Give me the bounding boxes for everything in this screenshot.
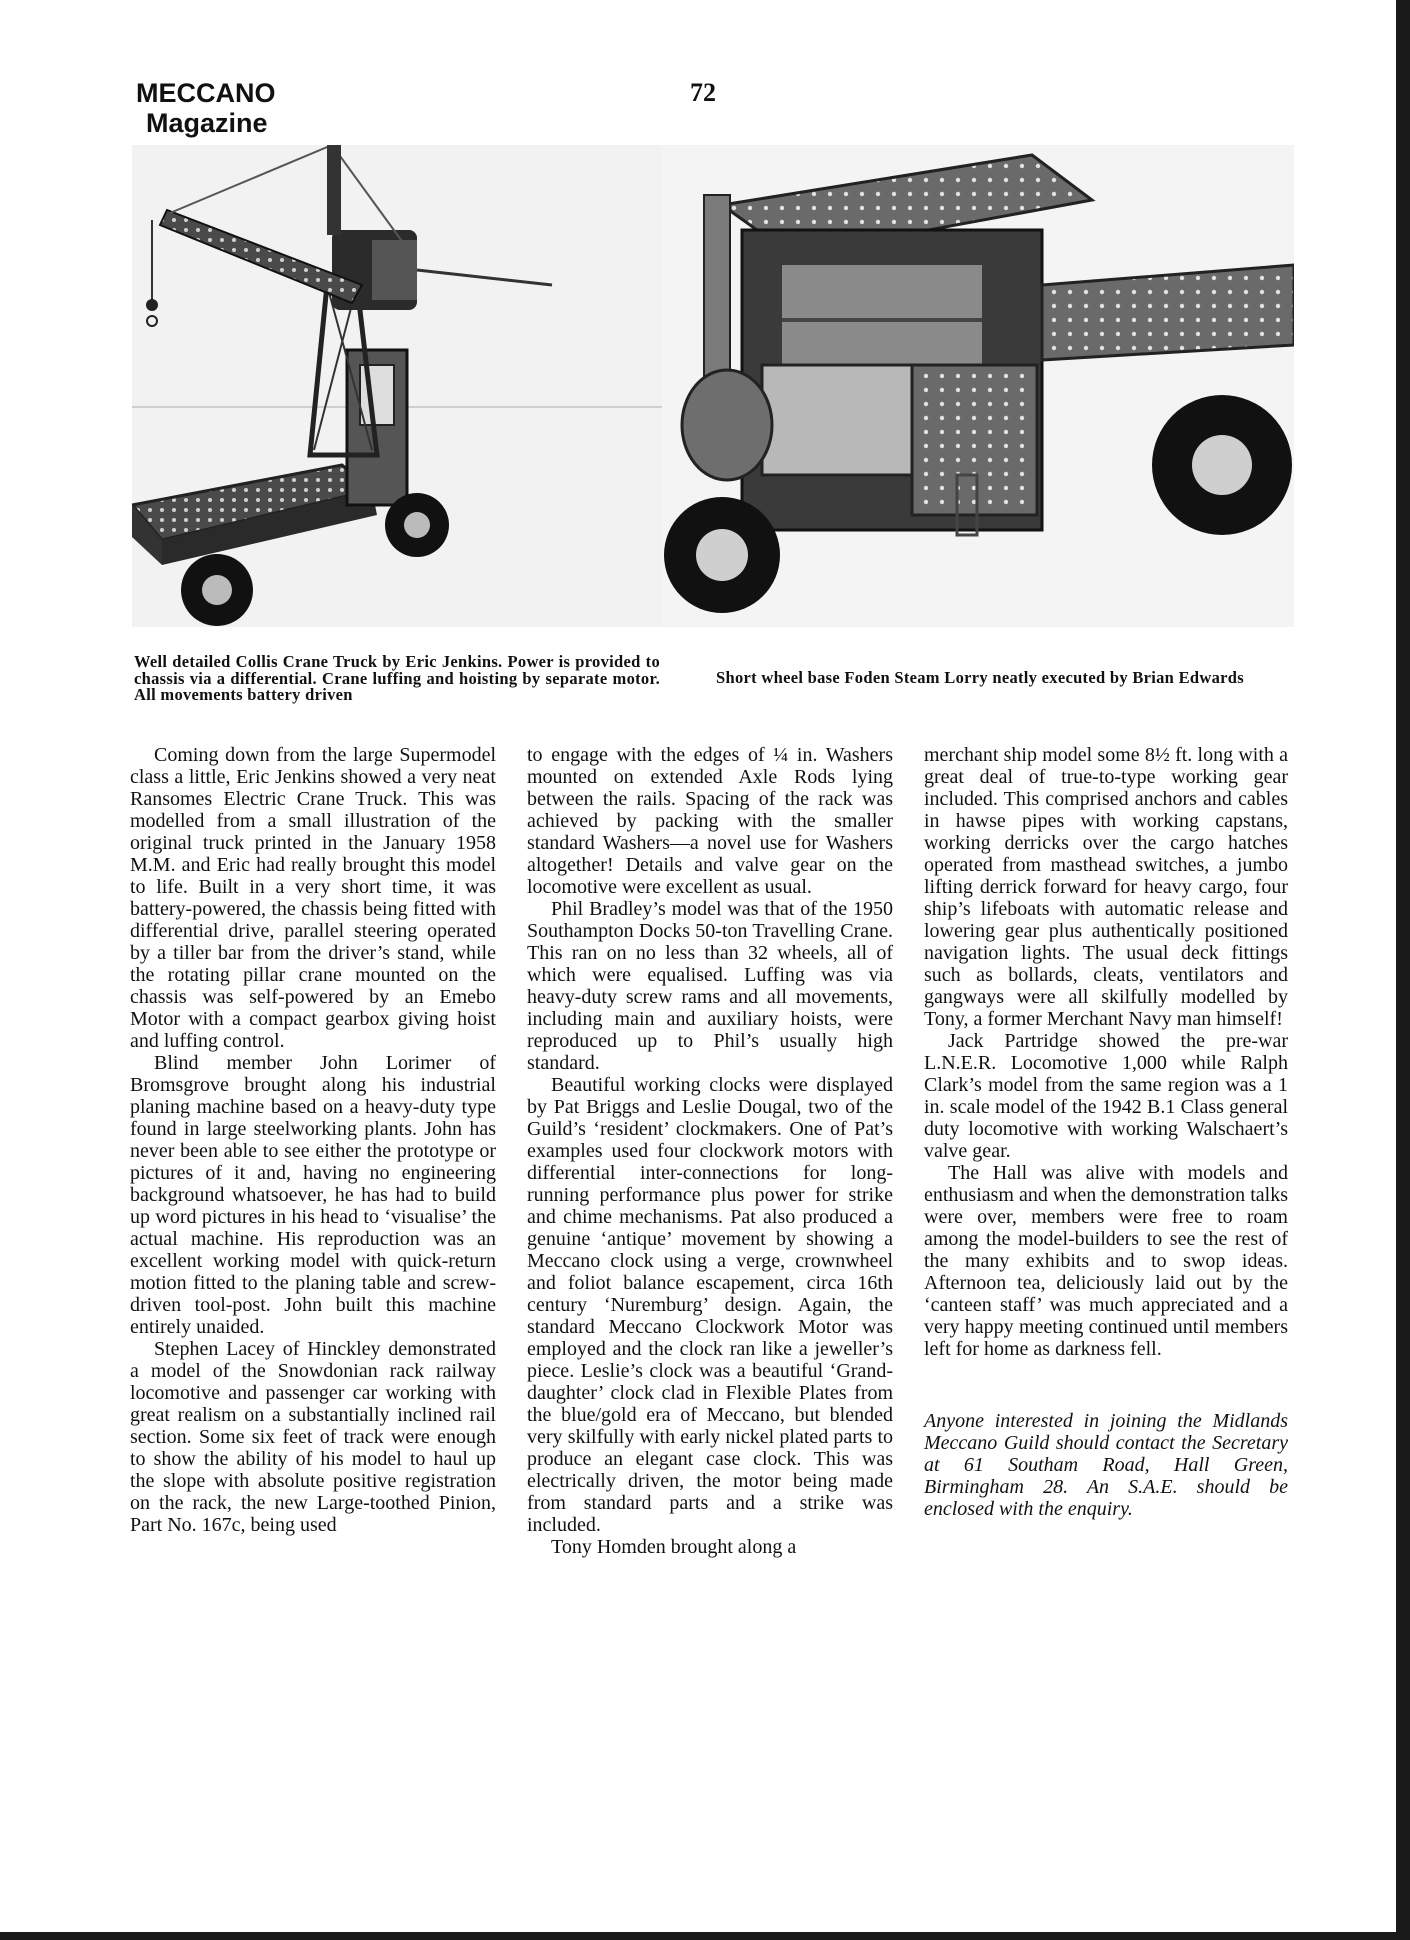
guild-contact-note: Anyone interested in joining the Midlands Meccano Guild should contact the Secretary at 61 Southam Road, Hall Green, Birmingham 28. An S.A.E. should be enclosed with the enquiry. (924, 1410, 1288, 1520)
page-edge-bottom (0, 1932, 1410, 1940)
paragraph: The Hall was alive with models and enthusiasm and when the demonstration talks were over, members were free to roam among the model-builders to see the rest of the many exhibits and to swop ideas. Afternoon tea, deliciously laid out by the ‘canteen staff’ was much appreciated and a very happy meeting continued until members left for home as darkness fell. (924, 1162, 1288, 1360)
paragraph: Blind member John Lorimer of Bromsgrove brought along his industrial planing machine based on a heavy-duty type found in large steelworking plants. John has never been able to see either the prototype or pictures of it and, having no engineering background whatsoever, he has had to build up word pictures in his head to ‘visualise’ the actual machine. His reproduction was an excellent working model with quick-return motion fitted to the planing table and screw-driven tool-post. John built this machine entirely unaided. (130, 1052, 496, 1338)
steam-lorry-caption: Short wheel base Foden Steam Lorry neatly executed by Brian Edwards (716, 668, 1244, 687)
paragraph: merchant ship model some 8½ ft. long with a great deal of true-to-type working gear included. This comprised anchors and cables in hawse pipes with working capstans, working derricks over the cargo hatches operated from masthead switches, a jumbo lifting derrick forward for heavy cargo, four ship’s lifeboats with automatic release and lowering gear plus authentically positioned navigation lights. The usual deck fittings such as bollards, cleats, ventilators and gangways were all skilfully modelled by Tony, a former Merchant Navy man himself! (924, 744, 1288, 1030)
paragraph: Phil Bradley’s model was that of the 1950 Southampton Docks 50-ton Travelling Crane. This ran on no less than 32 wheels, all of which were equalised. Luffing was via heavy-duty screw rams and all movements, including main and auxiliary hoists, were reproduced up to Phil’s usually high standard. (527, 898, 893, 1074)
paragraph: to engage with the edges of ¼ in. Washers mounted on extended Axle Rods lying between the rails. Spacing of the rack was achieved by packing with the smaller standard Washers—a novel use for Washers altogether! Details and valve gear on the locomotive were excellent as usual. (527, 744, 893, 898)
masthead-line-2: Magazine (146, 108, 268, 138)
crane-truck-caption: Well detailed Collis Crane Truck by Eric Jenkins. Power is provided to chassis via a differential. Crane luffing and hoisting by separate motor. All movements battery driven (134, 652, 660, 704)
crane-truck-photo (132, 145, 662, 627)
paragraph: Coming down from the large Supermodel class a little, Eric Jenkins showed a very neat Ransomes Electric Crane Truck. This was modelled from a small illustration of the original truck printed in the January 1958 M.M. and Eric had really brought this model to life. Built in a very short time, it was battery-powered, the chassis being fitted with differential drive, parallel steering operated by a tiller bar from the driver’s stand, while the rotating pillar crane mounted on the chassis was self-powered by an Emebo Motor with a compact gearbox giving hoist and luffing control. (130, 744, 496, 1052)
article-column-1 (130, 744, 496, 1536)
page-edge-right (1396, 0, 1410, 1940)
paragraph: Tony Homden brought along a (551, 1536, 797, 1558)
paragraph: Jack Partridge showed the pre-war L.N.E.R. Locomotive 1,000 while Ralph Clark’s model from the same region was a 1 in. scale model of the 1942 B.1 Class general duty locomotive with working Walschaert’s valve gear. (924, 1030, 1288, 1162)
masthead-line-1: MECCANO (136, 78, 276, 108)
paragraph: Stephen Lacey of Hinckley demonstrated a model of the Snowdonian rack railway locomotive and passenger car working with great realism on a substantially inclined rail section. Some six feet of track were enough to show the ability of his model to haul up the slope with absolute positive registration on the rack, the new Large-toothed Pinion, Part No. 167c, being used (130, 1338, 496, 1536)
article-column-2 (527, 744, 893, 1558)
article-column-3 (924, 744, 1288, 1520)
paragraph: Beautiful working clocks were displayed by Pat Briggs and Leslie Dougal, two of the Guild’s ‘resident’ clockmakers. One of Pat’s examples used four clockwork motors with differential inter-connections for long-running performance plus power for strike and chime mechanisms. Pat also produced a genuine ‘antique’ movement by showing a Meccano clock using a verge, crownwheel and foliot balance escapement, circa 16th century ‘Nuremburg’ design. Again, the standard Meccano Clockwork Motor was employed and the clock ran like a jeweller’s piece. Leslie’s clock was a beautiful ‘Granddaughter’ clock clad in Flexible Plates from the blue/gold era of Meccano, but blended very skilfully with early nickel plated parts to produce an elegant case clock. This was electrically driven, the motor being made from standard parts and a strike was included. (527, 1074, 893, 1536)
page-number: 72 (690, 78, 716, 107)
steam-lorry-photo (662, 145, 1294, 627)
masthead (136, 78, 356, 138)
